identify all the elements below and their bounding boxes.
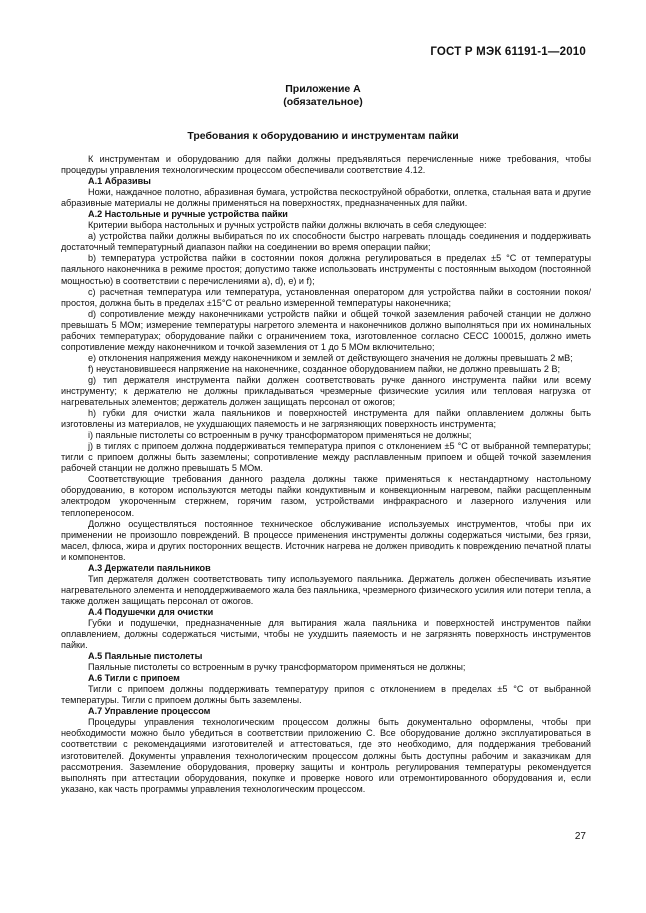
paragraph: c) расчетная температура или температура, установленная оператором для устройства пайки в состоянии покоя/простоя, должна быть в пределах ±15°С от реально измеренной температуры наконечника; bbox=[61, 286, 591, 308]
paragraph: Губки и подушечки, предназначенные для вытирания жала паяльника и поверхностей инструментов пайки оплавлением, должны содержаться чистыми, чтобы не ухудшить паяемость и не загрязнять поверхность инструментов пайки. bbox=[61, 617, 591, 651]
paragraph: g) тип держателя инструмента пайки должен соответствовать ручке данного инструмента пайки или всему инструменту; к держателю не должны прикладываться чрезмерные физические усилия или тепловая нагрузка от нагревательных элементов; держатель должен защищать персонал от ожогов; bbox=[61, 374, 591, 408]
subsection-heading: А.2 Настольные и ручные устройства пайки bbox=[88, 209, 288, 220]
paragraph: f) неустановившееся напряжение на наконечнике, созданное оборудованием пайки, не должно превышать 2 В; bbox=[88, 363, 561, 374]
paragraph: Процедуры управления технологическим процессом должны быть документально оформлены, чтобы при необходимости можно было убедиться в соответствии приложению С. Все оборудование должно эксплуатироваться в соответствии с рекомендациями изготовителей и аттестоваться, где это необходимо, для поддержания требований изготовителей. Документы управления технологическим процессом должны быть доступны рабочим и заказчикам для рассмотрения. Заземление оборудования, проверку защиты и контроль регулирования температуры рекомендуется выполнять при аттестации оборудования, покупке и проверке нового или отремонтированного оборудования и, если указано, как часть программы управления технологическим процессом. bbox=[61, 717, 591, 794]
subsection-heading: А.4 Подушечки для очистки bbox=[88, 606, 214, 617]
paragraph: Тигли с припоем должны поддерживать температуру припоя с отклонением в пределах ±5 °С от выбранной температуры. Тигли с припоем должны быть заземлены. bbox=[61, 684, 591, 706]
subsection-heading: А.1 Абразивы bbox=[88, 176, 151, 187]
section-title: Требования к оборудованию и инструментам пайки bbox=[187, 130, 459, 142]
paragraph: Тип держателя должен соответствовать типу используемого паяльника. Держатель должен обеспечивать изъятие нагревательного элемента и неподдерживаемого жала без паяльника, чрезмерного физического усилия или потери тепла, а также должен защищать персонал от ожогов. bbox=[61, 573, 591, 606]
paragraph: Ножи, наждачное полотно, абразивная бумага, устройства пескоструйной обработки, оплетка, стальная вата и другие абразивные материалы не должны применяться на поверхностях, предназначенных для пайки. bbox=[61, 187, 591, 209]
paragraph: a) устройства пайки должны выбираться по их способности быстро нагревать площадь соединения и поддерживать достаточный температурный диапазон пайки на соединении во время операции пайки; bbox=[61, 231, 591, 253]
paragraph: Критерии выбора настольных и ручных устройств пайки должны включать в себя следующее: bbox=[88, 220, 487, 231]
paragraph: e) отклонения напряжения между наконечником и землей от действующего значения не должны превышать 2 мВ; bbox=[88, 352, 573, 363]
subsection-heading: А.5 Паяльные пистолеты bbox=[88, 651, 203, 662]
paragraph: j) в тиглях с припоем должна поддерживаться температура припоя с отклонением ±5 °С от выбранной температуры; тигли с припоем должны быть заземлены; сопротивление между расплавленным припоем и общей точкой заземления рабочей станции не должно превышать 5 МОм. bbox=[61, 441, 591, 474]
paragraph: Соответствующие требования данного раздела должны также применяться к нестандартному настольному оборудованию, в котором используются методы пайки кондуктивным и конвекционным нагревом, пайки расщепленным электродом укороченным стержнем, горячим газом, устройствами инфракрасного и лазерного излучения или теплопереносом. bbox=[61, 474, 591, 518]
paragraph: h) губки для очистки жала паяльников и поверхностей инструмента для пайки оплавлением должны быть изготовлены из материалов, не ухудшающих паяемость и не загрязняющих поверхность инструмента; bbox=[61, 408, 591, 430]
paragraph: i) паяльные пистолеты со встроенным в ручку трансформатором применяться не должны; bbox=[88, 430, 472, 441]
paragraph: b) температура устройства пайки в состоянии покоя должна регулироваться в пределах ±5 °С от температуры паяльного наконечника в режиме простоя; допустимо также использовать инструменты с постоянным выходом (постоянной мощностью) в соответствии с перечислениями a), d), e) и f); bbox=[61, 253, 591, 286]
subsection-heading: А.6 Тигли с припоем bbox=[88, 673, 180, 684]
page-number: 27 bbox=[574, 831, 586, 842]
paragraph: Должно осуществляться постоянное техническое обслуживание используемых инструментов, чтобы при их применении не произошло повреждений. В процессе применения инструменты должны содержаться чистыми, без грязи, масел, флюса, жира и других посторонних веществ. Источник нагрева не должен приводить к повреждению печатной платы и компонентов. bbox=[61, 518, 591, 562]
appendix-heading bbox=[0, 83, 646, 109]
appendix-status: (обязательное) bbox=[283, 96, 363, 108]
subsection-heading: А.3 Держатели паяльников bbox=[88, 562, 211, 573]
document-body bbox=[61, 154, 591, 795]
paragraph: d) сопротивление между наконечниками устройств пайки и общей точкой заземления рабочей станции не должно превышать 5 МОм; измерение температуры нагретого элемента и наконечников должно выполняться при их номинальных рабочих температурах; оборудование пайки с ограничением тока, изготовленное согласно СЕСС 100015, должно иметь сопротивление между наконечником и точкой заземления от 1 до 5 МОм включительно; bbox=[61, 308, 591, 352]
paragraph: К инструментам и оборудованию для пайки должны предъявляться перечисленные ниже требования, чтобы процедуры управления технологическим процессом обеспечивали соответствие 4.12. bbox=[61, 154, 591, 176]
document-header: ГОСТ Р МЭК 61191-1—2010 bbox=[430, 46, 586, 58]
subsection-heading: А.7 Управление процессом bbox=[88, 706, 211, 717]
appendix-title: Приложение А bbox=[285, 83, 361, 95]
paragraph: Паяльные пистолеты со встроенным в ручку трансформатором применяться не должны; bbox=[88, 662, 466, 673]
